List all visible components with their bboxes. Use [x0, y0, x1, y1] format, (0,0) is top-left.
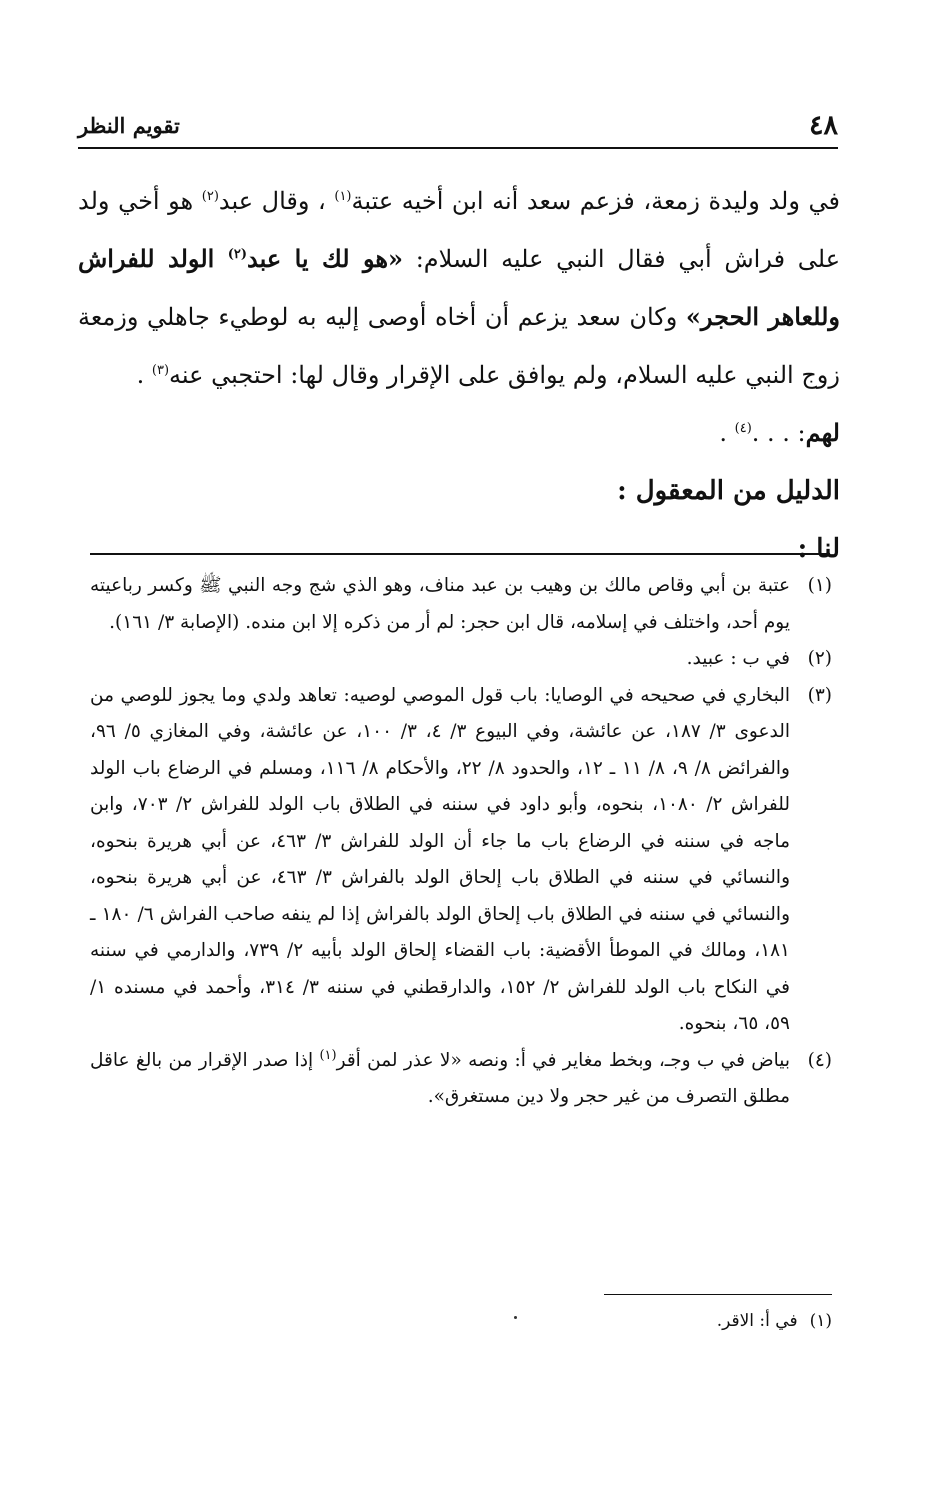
hadith-quote: «هو لك يا عبد$^{(٢)}$ الولد للفراش وللعاهر الحجر» [78, 244, 841, 331]
footnote-text: عتبة بن أبي وقاص مالك بن وهيب بن عبد مناف، وهو الذي شج وجه النبي ﷺ وكسر رباعيته يوم أحد، واختلف في إسلامه، قال ابن حجر: لم أر من ذكره إلا ابن منده. (الإصابة ٣/ ١٦١). [90, 575, 790, 633]
header-divider [78, 147, 838, 149]
page-number: ٤٨ [808, 110, 838, 141]
footnote [90, 1043, 832, 1116]
sub-footnote [500, 1306, 832, 1336]
footnote-number: (١) [807, 575, 832, 596]
lahum-line: لهم: . . .$^{(٤)}$ . [719, 418, 840, 447]
subheading: لنا : [797, 534, 840, 564]
footnote [90, 568, 832, 641]
footnote-number: (٣) [807, 684, 832, 706]
footnote-ref: (٤) [734, 421, 752, 436]
footnote [90, 678, 832, 1043]
section-heading: الدليل من المعقول : [617, 476, 840, 506]
main-paragraph: في ولد وليدة زمعة، فزعم سعد أنه ابن أخيه عتبة$^{(١)}$ ، وقال عبد$^{(٢)}$ هو أخي ولد على فراش أبي فقال النبي عليه السلام: «هو لك يا عبد$^{(٢)}$ الولد للفراش وللعاهر الحجر» وكان سعد يزعم أن أخاه أوصى إليه به لوطيء جاهلي وزمعة زوج النبي عليه السلام، ولم يوافق على الإقرار وقال لها: احتجبي عنه$^{(٣)}$ . [78, 187, 841, 389]
print-speck [514, 1316, 517, 1319]
running-title: تقويم النظر [78, 113, 180, 138]
sub-footnote-text: في أ: الاقر. [716, 1311, 798, 1331]
footnote-text: بياض في ب وجـ، وبخط مغاير في أ: ونصه «لا عذر لمن أقر$^{(١)}$ إذا صدر الإقرار من بالغ عاقل مطلق التصرف من غير حجر ولا دين مستغرق». [90, 1047, 790, 1107]
footnote-ref: (١) [334, 189, 352, 204]
footnote-ref: (٣) [151, 363, 170, 378]
sub-footnote-number: (١) [809, 1311, 832, 1331]
page-header [78, 110, 838, 146]
footnote-text: في ب : عبيد. [686, 648, 790, 669]
footnote-number: (٢) [807, 648, 832, 669]
footnote-number: (٤) [807, 1049, 832, 1071]
footnote-ref: (١) [319, 1047, 337, 1063]
main-text [78, 172, 840, 578]
footnotes [90, 568, 832, 1116]
footnote-ref: (٢) [201, 189, 219, 204]
footnote-divider [90, 553, 830, 555]
footnote-text: البخاري في صحيحه في الوصايا: باب قول الموصي لوصيه: تعاهد ولدي وما يجوز للوصي من الدعوى ٣/ ١٨٧، عن عائشة، وفي البيوع ٣/ ٤، ٣/ ١٠٠، عن عائشة، وفي المغازي ٥/ ٩٦، والفرائض ٨/ ٩، ٨/ ١١ ـ ١٢، والحدود ٨/ ٢٢، والأحكام ٨/ ١١٦، ومسلم في الرضاع باب الولد للفراش ٢/ ١٠٨٠، بنحوه، وأبو داود في سننه في الطلاق باب الولد للفراش ٢/ ٧٠٣، وابن ماجه في سننه في الرضاع باب ما جاء أن الولد للفراش ٣/ ٤٦٣، عن أبي هريرة بنحوه، والنسائي في سننه في الطلاق باب إلحاق الولد بالفراش ٣/ ٤٦٣، عن أبي هريرة بنحوه، والنسائي في سننه في الطلاق باب إلحاق الولد بالفراش إذا لم ينفه صاحب الفراش ٦/ ١٨٠ ـ ١٨١، ومالك في الموطأ الأقضية: باب القضاء إلحاق الولد بأبيه ٢/ ٧٣٩، والدارمي في سننه في النكاح باب الولد للفراش ٢/ ١٥٢، والدارقطني في سننه ٣/ ٣١٤، وأحمد في مسنده ١/ ٥٩، ٦٥، بنحوه. [90, 684, 791, 1034]
footnote [90, 641, 832, 678]
sub-footnote-divider [604, 1294, 832, 1295]
